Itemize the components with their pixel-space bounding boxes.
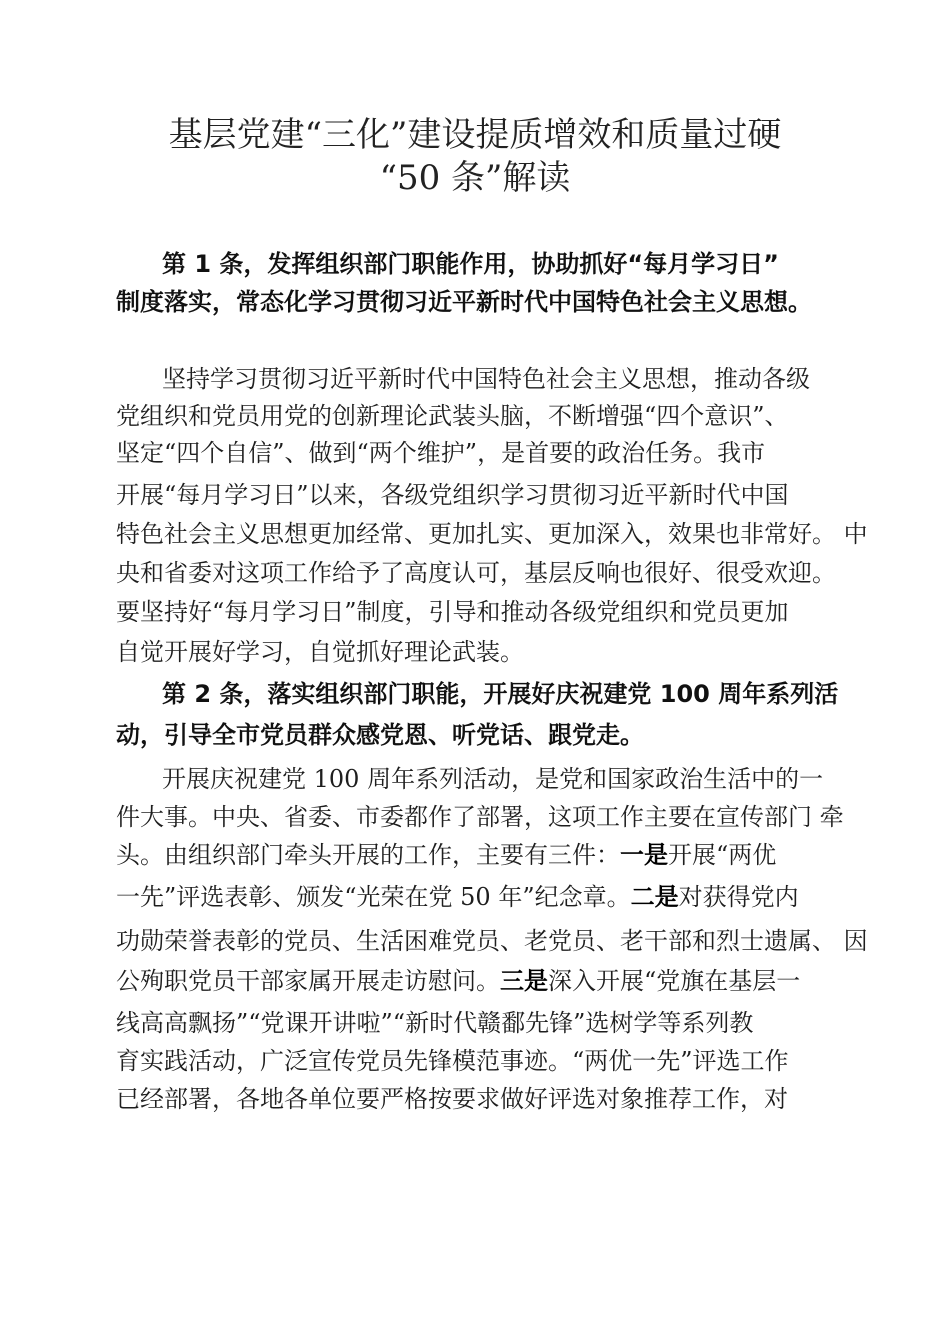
article-1-body-line: 央和省委对这项工作给予了高度认可，基层反响也很好、很受欢迎。 [116,559,836,587]
body-text: 一先”评选表彰、颁发“光荣在党 50 年”纪念章。 [116,883,631,911]
article-1-body-line: 要坚持好“每月学习日”制度，引导和推动各级党组织和党员更加 [116,598,789,626]
article-1-body-line: 开展“每月学习日”以来，各级党组织学习贯彻习近平新时代中国 [116,481,789,509]
article-2-heading-line-1: 第 2 条，落实组织部门职能，开展好庆祝建党 100 周年系列活 [162,680,839,708]
article-2-body-line [116,838,846,872]
article-1-body-line: 坚定“四个自信”、做到“两个维护”，是首要的政治任务。我市 [116,439,766,467]
article-2-body-line [116,964,846,998]
document-title-line-1: 基层党建“三化”建设提质增效和质量过硬 [168,115,782,155]
article-2-body-line: 育实践活动，广泛宣传党员先锋模范事迹。“两优一先”评选工作 [116,1047,789,1075]
body-text: 头。由组织部门牵头开展的工作，主要有三件： [116,841,620,869]
emphasis-third: 三是 [500,967,548,995]
body-text: 对获得党内 [678,883,799,911]
article-2-body-line: 开展庆祝建党 100 周年系列活动，是党和国家政治生活中的一 [162,765,824,793]
body-text: 公殉职党员干部家属开展走访慰问。 [116,967,500,995]
article-1-heading-line-2: 制度落实，常态化学习贯彻习近平新时代中国特色社会主义思想。 [116,288,812,316]
article-2-body-line [116,880,846,914]
body-text: 深入开展“党旗在基层一 [548,967,801,995]
article-2-body-line: 件大事。中央、省委、市委都作了部署，这项工作主要在宣传部门 牵 [116,803,844,831]
emphasis-second: 二是 [630,883,679,911]
emphasis-first: 一是 [620,841,668,869]
article-1-body-line: 自觉开展好学习，自觉抓好理论武装。 [116,638,524,666]
document-title-line-2: “50 条”解读 [379,158,571,198]
body-text: 开展“两优 [668,841,777,869]
article-1-body-line: 坚持学习贯彻习近平新时代中国特色社会主义思想，推动各级 [162,365,810,393]
article-1-body-line: 党组织和党员用党的创新理论武装头脑，不断增强“四个意识”、 [116,402,789,430]
article-2-body-line: 功勋荣誉表彰的党员、生活困难党员、老党员、老干部和烈士遗属、 因 [116,927,868,955]
article-2-heading-line-2: 动，引导全市党员群众感党恩、听党话、跟党走。 [116,721,644,749]
article-1-heading-line-1: 第 1 条，发挥组织部门职能作用，协助抓好“每月学习日” [162,250,779,278]
article-2-body-line: 线高高飘扬”“党课开讲啦”“新时代赣鄱先锋”选树学等系列教 [116,1009,754,1037]
article-1-body-line: 特色社会主义思想更加经常、更加扎实、更加深入，效果也非常好。 中 [116,520,868,548]
article-2-body-line: 已经部署，各地各单位要严格按要求做好评选对象推荐工作，对 [116,1085,788,1113]
